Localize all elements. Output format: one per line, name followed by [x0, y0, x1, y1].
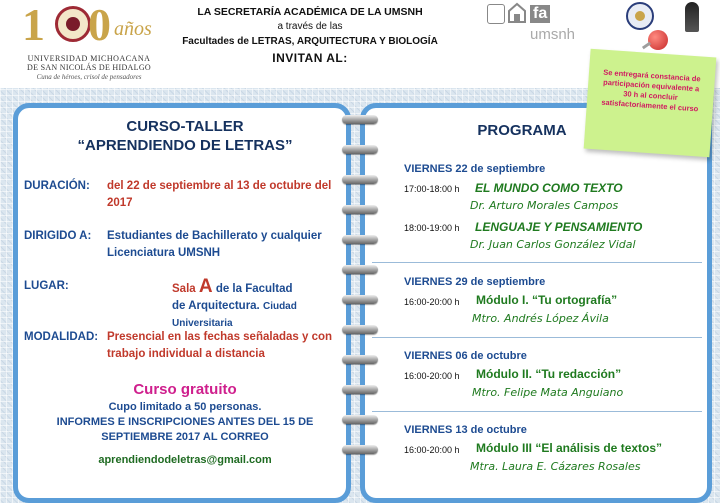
lugar-sala: Sala — [172, 283, 196, 295]
section-divider — [372, 262, 702, 263]
invite-line-4: INVITAN AL: — [272, 51, 348, 65]
program-title: PROGRAMA — [477, 122, 567, 139]
session-day: VIERNES — [404, 424, 453, 436]
course-title-line2: “APRENDIENDO DE LETRAS” — [77, 137, 293, 154]
invite-line-1: LA SECRETARÍA ACADÉMICA DE LA UMSNH — [197, 6, 423, 18]
registration-info: INFORMES E INSCRIPCIONES ANTES DEL 15 DE SEPTIEMBRE 2017 AL CORREO — [56, 416, 314, 443]
modalidad-value: Presencial en las fechas señaladas y con trabajo individual a distancia — [107, 331, 333, 360]
session-date-text: 29 de septiembre — [455, 276, 546, 288]
item-speaker: Mtro. Felipe Mata Anguiano — [472, 386, 624, 399]
faculty-logo-box: fa — [530, 5, 550, 23]
binding-ring — [342, 385, 378, 394]
centenary-logo — [22, 0, 152, 50]
binding-ring — [342, 235, 378, 244]
session-date-text: 06 de octubre — [455, 350, 527, 362]
item-speaker: Dr. Arturo Morales Campos — [470, 199, 619, 212]
binding-ring — [342, 205, 378, 214]
lugar-rest1: de la Facultad — [215, 283, 293, 295]
item-time: 17:00-18:00 h — [404, 184, 460, 194]
duracion-value: del 22 de septiembre al 13 de octubre del 2017 — [107, 180, 332, 209]
university-motto: Cuna de héroes, crisol de pensadores — [36, 73, 142, 81]
session-day: VIERNES — [404, 276, 453, 288]
invite-line-3: Facultades de LETRAS, ARQUITECTURA Y BIOLOGÍA — [182, 36, 438, 47]
item-topic: Módulo I. “Tu ortografía” — [476, 293, 618, 307]
session-date — [404, 276, 545, 288]
lugar-label: LUGAR: — [24, 280, 69, 292]
dirigido-value: Estudiantes de Bachillerato y cualquier Licenciatura UMSNH — [107, 230, 322, 259]
binding-ring — [342, 415, 378, 424]
push-pin-icon — [648, 30, 668, 50]
binding-ring — [342, 115, 378, 124]
binding-ring — [342, 355, 378, 364]
item-speaker: Mtra. Laura E. Cázares Rosales — [470, 460, 641, 473]
item-topic: Módulo III “El análisis de textos” — [476, 441, 663, 455]
free-course-heading: Curso gratuito — [133, 381, 237, 398]
certificate-postit-note — [584, 49, 717, 158]
item-speaker: Mtro. Andrés López Ávila — [472, 312, 609, 325]
logo-digit-1: 1 — [22, 0, 45, 50]
figure-logo-icon — [685, 2, 699, 32]
session-date — [404, 424, 527, 436]
faculty-logo-rest: umsnh — [530, 26, 576, 43]
duracion-label: DURACIÓN: — [24, 180, 90, 192]
binding-ring — [342, 295, 378, 304]
architecture-logo-icon — [508, 2, 526, 24]
logo-digit-0: 0 — [88, 0, 111, 50]
session-date-text: 22 de septiembre — [455, 163, 546, 175]
contact-email: aprendiendodeletras@gmail.com — [98, 454, 272, 466]
faculty-seal-icon — [626, 2, 654, 30]
building-logo-icon — [487, 4, 505, 24]
item-time: 16:00-20:00 h — [404, 371, 460, 381]
notebook-binding-rings — [342, 115, 378, 475]
session-day: VIERNES — [404, 163, 453, 175]
logo-anos: años — [114, 18, 152, 40]
session-date-text: 13 de octubre — [455, 424, 527, 436]
session-date — [404, 163, 545, 175]
university-name-line1: UNIVERSIDAD MICHOACANA — [27, 54, 151, 63]
lugar-rest3: Ciudad Universitaria — [172, 301, 297, 329]
item-topic: EL MUNDO COMO TEXTO — [475, 181, 623, 195]
binding-ring — [342, 445, 378, 454]
session-date — [404, 350, 527, 362]
item-time: 16:00-20:00 h — [404, 297, 460, 307]
lugar-value — [172, 278, 337, 332]
item-time: 18:00-19:00 h — [404, 223, 460, 233]
binding-ring — [342, 145, 378, 154]
dirigido-label: DIRIGIDO A: — [24, 230, 92, 242]
item-speaker: Dr. Juan Carlos González Vidal — [470, 238, 636, 251]
university-name-line2: DE SAN NICOLÁS DE HIDALGO — [27, 63, 151, 72]
postit-text: Se entregará constancia de participación equivalente a 30 h al concluir satisfactoriamente el curso — [601, 67, 701, 114]
invitation-text — [180, 5, 440, 67]
faculty-logo — [530, 2, 590, 43]
lugar-rest2: de Arquitectura. — [172, 300, 260, 312]
lugar-sala-letter: A — [198, 276, 213, 297]
section-divider — [372, 411, 702, 412]
binding-ring — [342, 325, 378, 334]
modalidad-label: MODALIDAD: — [24, 331, 99, 343]
item-topic: Módulo II. “Tu redacción” — [476, 367, 622, 381]
capacity-note: Cupo limitado a 50 personas. — [108, 401, 262, 413]
item-topic: LENGUAJE Y PENSAMIENTO — [475, 220, 643, 234]
invite-line-2: a través de las — [277, 21, 343, 32]
university-seal-icon — [55, 6, 91, 42]
session-day: VIERNES — [404, 350, 453, 362]
binding-ring — [342, 265, 378, 274]
course-title-line1: CURSO-TALLER — [126, 118, 244, 135]
course-title — [40, 117, 330, 155]
binding-ring — [342, 175, 378, 184]
section-divider — [372, 337, 702, 338]
item-time: 16:00-20:00 h — [404, 445, 460, 455]
